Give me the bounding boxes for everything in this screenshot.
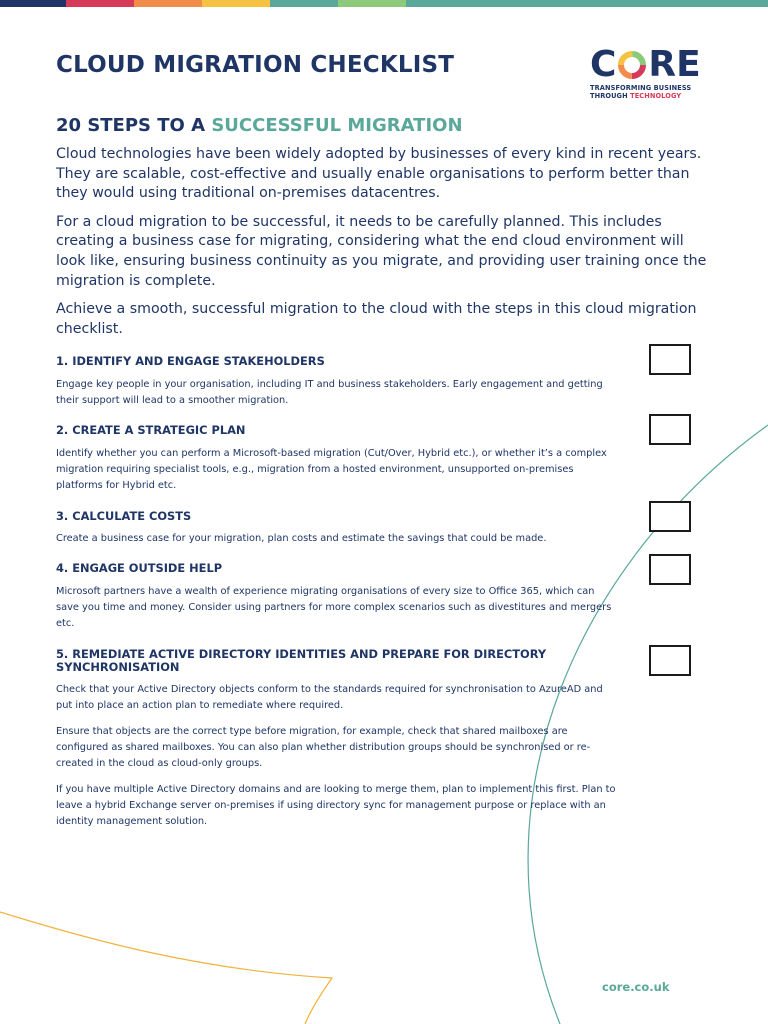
bar-segment-navy bbox=[0, 0, 66, 7]
step-3-heading: 3. CALCULATE COSTS bbox=[56, 509, 192, 523]
bar-segment-yellow bbox=[202, 0, 270, 7]
step-3-checkbox[interactable] bbox=[649, 501, 691, 532]
logo-letters-re: RE bbox=[648, 44, 701, 85]
step-5-text: Check that your Active Directory objects conform to the standards required for synchronisation to AzureAD and put into place an action plan to remediate where required. bbox=[56, 684, 603, 711]
step-1-text: Engage key people in your organisation, including IT and business stakeholders. Early engagement and getting their support will lead to a smoother migration. bbox=[56, 379, 603, 406]
yellow-curve bbox=[0, 912, 332, 1024]
logo-wordmark bbox=[590, 46, 710, 84]
step-5-checkbox[interactable] bbox=[649, 645, 691, 676]
logo-letter-c: C bbox=[590, 44, 617, 85]
subtitle bbox=[56, 115, 463, 136]
top-color-bar bbox=[0, 0, 768, 7]
step-2-heading: 2. CREATE A STRATEGIC PLAN bbox=[56, 423, 246, 437]
intro-paragraph: Cloud technologies have been widely adopted by businesses of every kind in recent years. They are scalable, cost-effective and usually enable organisations to perform better than they would using traditional on-premises datacentres. bbox=[56, 146, 702, 202]
logo-tagline-line1: TRANSFORMING BUSINESS bbox=[590, 84, 692, 92]
subtitle-accent: SUCCESSFUL MIGRATION bbox=[211, 115, 463, 136]
subtitle-prefix: 20 STEPS TO A bbox=[56, 115, 212, 136]
step-4-text: Microsoft partners have a wealth of experience migrating organisations of every size to Office 365, which can save you time and money. Consider using partners for more complex scenarios such as divestitures and mergers etc. bbox=[56, 586, 612, 629]
core-logo bbox=[590, 46, 710, 100]
step-5-heading: 5. REMEDIATE ACTIVE DIRECTORY IDENTITIES AND PREPARE FOR DIRECTORY SYNCHRONISATION bbox=[56, 647, 547, 674]
logo-ring-icon bbox=[617, 50, 647, 80]
step-1-checkbox[interactable] bbox=[649, 344, 691, 375]
step-4-heading: 4. ENGAGE OUTSIDE HELP bbox=[56, 561, 223, 575]
step-2-checkbox[interactable] bbox=[649, 414, 691, 445]
intro-paragraph: Achieve a smooth, successful migration to the cloud with the steps in this cloud migration checklist. bbox=[56, 301, 697, 337]
bar-segment-teal bbox=[270, 0, 338, 7]
step-5-text: Ensure that objects are the correct type before migration, for example, check that shared mailboxes are configured as shared mailboxes. You can also plan whether distribution groups should be synchronised or re-created in the cloud as cloud-only groups. bbox=[56, 726, 591, 769]
step-2-text: Identify whether you can perform a Microsoft-based migration (Cut/Over, Hybrid etc.), or whether it’s a complex migration requiring specialist tools, e.g., migration from a hosted environment, unsupported on-premises platforms for Hybrid etc. bbox=[56, 448, 607, 491]
step-1-heading: 1. IDENTIFY AND ENGAGE STAKEHOLDERS bbox=[56, 354, 325, 368]
intro-paragraph: For a cloud migration to be successful, it needs to be carefully planned. This includes creating a business case for migrating, considering what the end cloud environment will look like, ensuring business continuity as you migrate, and providing user training once the migration is complete. bbox=[56, 213, 707, 289]
footer-url-link[interactable]: core.co.uk bbox=[602, 980, 670, 994]
bar-segment-red bbox=[66, 0, 134, 7]
intro-text bbox=[56, 145, 711, 348]
page-title: CLOUD MIGRATION CHECKLIST bbox=[56, 52, 455, 78]
logo-tagline bbox=[590, 84, 710, 100]
step-5-text: If you have multiple Active Directory domains and are looking to merge them, plan to implement this first. Plan to leave a hybrid Exchange server on-premises if using directory sync for management purpose or replace with an identity management solution. bbox=[56, 784, 616, 827]
logo-tagline-technology: TECHNOLOGY bbox=[630, 92, 682, 100]
step-4-checkbox[interactable] bbox=[649, 554, 691, 585]
logo-tagline-line2 bbox=[590, 92, 710, 100]
step-3-text: Create a business case for your migration, plan costs and estimate the savings that could be made. bbox=[56, 533, 547, 544]
bar-segment-teal-long bbox=[406, 0, 768, 7]
bar-segment-orange bbox=[134, 0, 202, 7]
bar-segment-green bbox=[338, 0, 406, 7]
logo-tagline-through: THROUGH bbox=[590, 92, 631, 100]
